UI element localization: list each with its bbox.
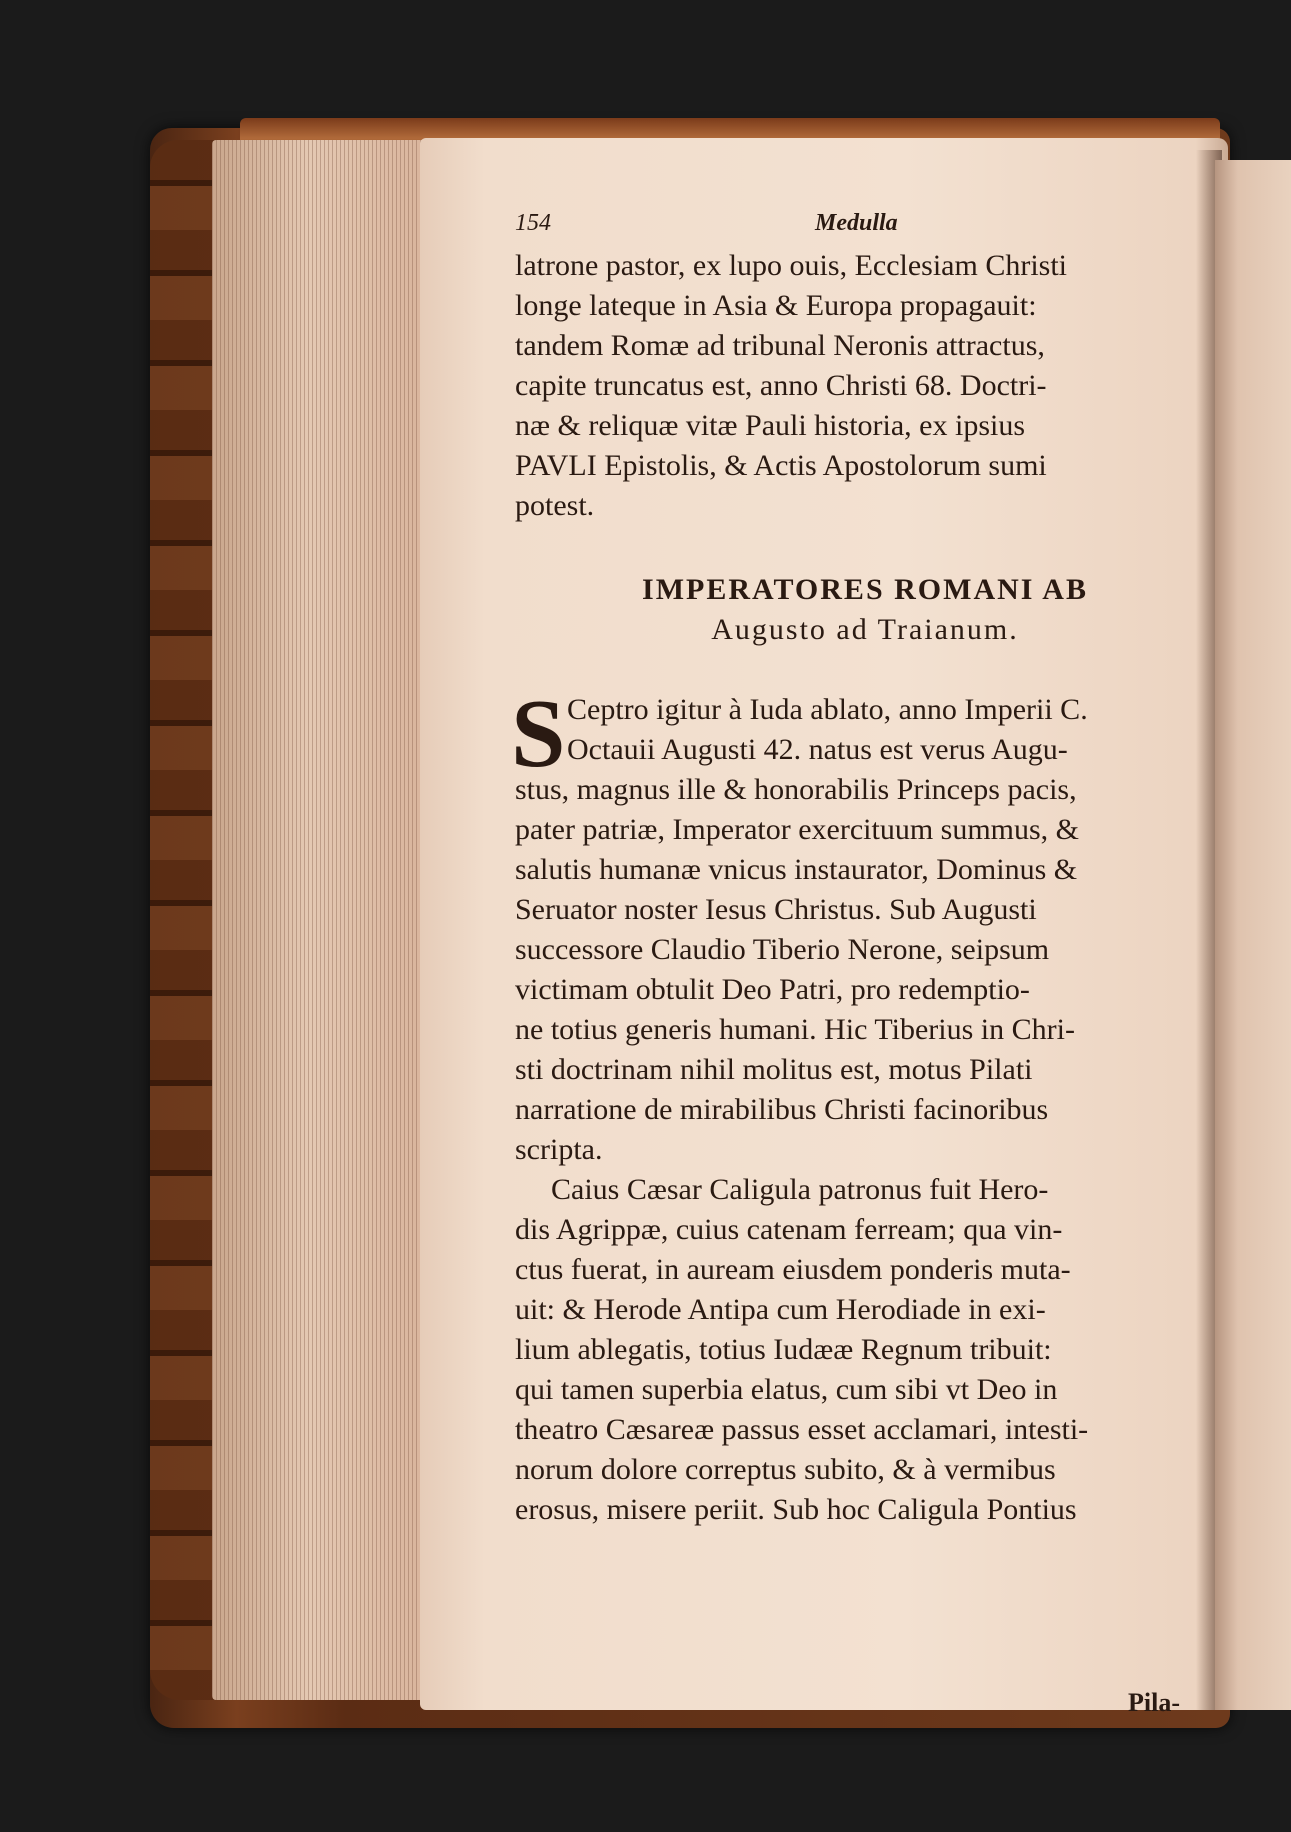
text-line: uit: & Herode Antipa cum Herodiade in exi- — [515, 1293, 1046, 1326]
text-line: Ceptro igitur à Iuda ablato, anno Imperii C. — [567, 693, 1088, 726]
paragraph-1 — [515, 246, 1215, 526]
text-line: victimam obtulit Deo Patri, pro redemptio- — [515, 973, 1030, 1006]
book-spine — [150, 140, 220, 1700]
text-line: salutis humanæ vnicus instaurator, Dominus & — [515, 853, 1078, 886]
text-line: tandem Romæ ad tribunal Neronis attractus, — [515, 329, 1045, 362]
text-line: scripta. — [515, 1133, 603, 1166]
text-line: sti doctrinam nihil molitus est, motus Pilati — [515, 1053, 1033, 1086]
catchword: Pila- — [1128, 1688, 1180, 1717]
text-line: PAVLI Epistolis, & Actis Apostolorum sumi — [515, 449, 1047, 482]
text-line: narratione de mirabilibus Christi facinoribus — [515, 1093, 1049, 1126]
page-edges — [212, 140, 427, 1700]
text-line: potest. — [515, 489, 595, 522]
page-header — [515, 210, 1215, 246]
drop-cap: S — [511, 680, 566, 788]
text-line: latrone pastor, ex lupo ouis, Ecclesiam Christi — [515, 249, 1068, 282]
paragraph-2 — [511, 680, 1215, 1170]
text-line: lium ablegatis, totius Iudææ Regnum tribuit: — [515, 1333, 1052, 1366]
text-line: pater patriæ, Imperator exercituum summus, & — [515, 813, 1080, 846]
text-line: ctus fuerat, in auream eiusdem ponderis muta- — [515, 1253, 1071, 1286]
section-heading: IMPERATORES ROMANI AB — [642, 573, 1088, 606]
text-line: successore Claudio Tiberio Nerone, seipsum — [515, 933, 1050, 966]
text-line: erosus, misere periit. Sub hoc Caligula Pontius — [515, 1493, 1077, 1526]
text-line: theatro Cæsareæ passus esset acclamari, intesti- — [515, 1413, 1089, 1446]
page-number: 154 — [515, 210, 551, 236]
page-text — [511, 210, 1215, 1530]
running-head: Medulla — [815, 210, 898, 236]
text-line: Seruator noster Iesus Christus. Sub Augusti — [515, 893, 1037, 926]
section-subheading: Augusto ad Traianum. — [711, 613, 1019, 646]
text-line: qui tamen superbia elatus, cum sibi vt Deo in — [515, 1373, 1058, 1406]
text-line: dis Agrippæ, cuius catenam ferream; qua vin- — [515, 1213, 1063, 1246]
text-line: Caius Cæsar Caligula patronus fuit Hero- — [551, 1173, 1049, 1206]
text-line: norum dolore correptus subito, & à vermibus — [515, 1453, 1056, 1486]
text-line: Octauii Augusti 42. natus est verus Augu- — [567, 733, 1068, 766]
facing-page-edge — [1215, 160, 1291, 1710]
text-line: ne totius generis humani. Hic Tiberius in Chri- — [515, 1013, 1075, 1046]
paragraph-3 — [515, 1170, 1215, 1530]
text-line: longe lateque in Asia & Europa propagauit: — [515, 289, 1037, 322]
text-line: capite truncatus est, anno Christi 68. Doctri- — [515, 369, 1047, 402]
text-line: næ & reliquæ vitæ Pauli historia, ex ipsius — [515, 409, 1025, 442]
text-line: stus, magnus ille & honorabilis Princeps pacis, — [515, 773, 1077, 806]
